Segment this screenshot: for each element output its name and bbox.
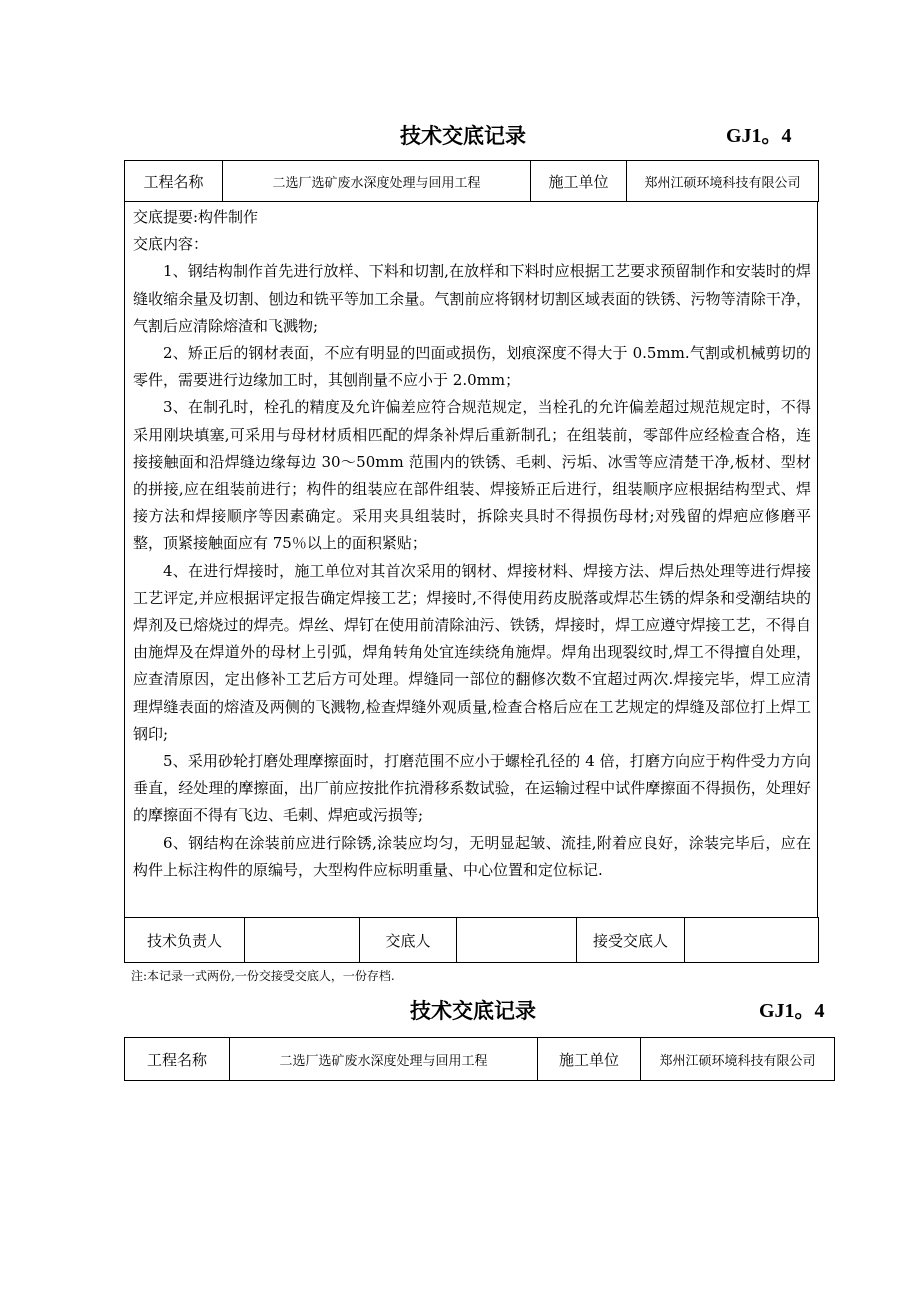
receiver-field[interactable] <box>685 918 819 963</box>
record-note: 注:本记录一式两份,一份交接受交底人，一份存档. <box>131 969 395 983</box>
record-title-2: 技术交底记录 <box>410 998 536 1023</box>
content-paragraph-5: 5、采用砂轮打磨处理摩擦面时，打磨范围不应小于螺栓孔径的 4 倍，打磨方向应于构件受力方向垂直，经处理的摩擦面，出厂前应按批作抗滑移系数试验，在运输过程中试件摩擦面不得损伤，处理好的摩擦面不得有飞边、毛刺、焊疤或污损等; <box>133 752 811 825</box>
header-table-2 <box>124 1037 835 1081</box>
record-code: GJ1。4 <box>726 125 792 147</box>
discloser-field[interactable] <box>457 918 577 963</box>
tech-lead-label: 技术负责人 <box>125 918 245 963</box>
construction-unit-label-2: 施工单位 <box>538 1038 641 1081</box>
record-title: 技术交底记录 <box>400 123 526 148</box>
signature-table <box>124 917 819 963</box>
disclosure-content <box>124 201 818 917</box>
tech-lead-field[interactable] <box>245 918 360 963</box>
construction-unit-value: 郑州江硕环境科技有限公司 <box>627 161 819 202</box>
content-paragraph-3: 3、在制孔时，栓孔的精度及允许偏差应符合规范规定，当栓孔的允许偏差超过规范规定时，不得采用刚块填塞,可采用与母材材质相匹配的焊条补焊后重新制孔；在组装前，零部件应经检查合格，连接接触面和沿焊缝边缘每边 30～50mm 范围内的铁锈、毛刺、污垢、冰雪等应清楚干净,板材、型材的拼接,应在组装前进行；构件的组装应在部件组装、焊接矫正后进行，组装顺序应根据结构型式、焊接方法和焊接顺序等因素确定。采用夹具组装时，拆除夹具时不得损伤母材;对残留的焊疤应修磨平整，顶紧接触面应有 75％以上的面积紧贴； <box>133 398 811 553</box>
project-name-label: 工程名称 <box>125 161 223 202</box>
construction-unit-value-2: 郑州江硕环境科技有限公司 <box>641 1038 835 1081</box>
record-code-2: GJ1。4 <box>759 1000 825 1022</box>
project-name-value: 二选厂选矿废水深度处理与回用工程 <box>223 161 531 202</box>
receiver-label: 接受交底人 <box>577 918 685 963</box>
content-paragraph-6: 6、钢结构在涂装前应进行除锈,涂装应均匀，无明显起皱、流挂,附着应良好，涂装完毕后，应在构件上标注构件的原编号，大型构件应标明重量、中心位置和定位标记. <box>133 833 811 879</box>
content-paragraph-4: 4、在进行焊接时，施工单位对其首次采用的钢材、焊接材料、焊接方法、焊后热处理等进行焊接工艺评定,并应根据评定报告确定焊接工艺；焊接时,不得使用药皮脱落或焊芯生锈的焊条和受潮结块的焊剂及已熔烧过的焊壳。焊丝、焊钉在使用前清除油污、铁锈，焊接时，焊工应遵守焊接工艺，不得自由施焊及在焊道外的母材上引弧，焊角转角处宜连续绕角施焊。焊角出现裂纹时,焊工不得擅自处理，应查清原因，定出修补工艺后方可处理。焊缝同一部位的翻修次数不宜超过两次.焊接完毕，焊工应清理焊缝表面的熔渣及两侧的飞溅物,检查焊缝外观质量,检查合格后应在工艺规定的焊缝及部位打上焊工钢印; <box>133 561 811 743</box>
disclosure-summary: 交底提要:构件制作 <box>133 208 259 226</box>
header-table <box>124 160 819 202</box>
project-name-value-2: 二选厂选矿废水深度处理与回用工程 <box>230 1038 538 1081</box>
content-paragraph-2: 2、矫正后的钢材表面，不应有明显的凹面或损伤，划痕深度不得大于 0.5mm.气割或机械剪切的零件，需要进行边缘加工时，其刨削量不应小于 2.0mm； <box>133 344 811 390</box>
project-name-label-2: 工程名称 <box>125 1038 230 1081</box>
discloser-label: 交底人 <box>360 918 457 963</box>
content-paragraph-1: 1、钢结构制作首先进行放样、下料和切割,在放样和下料时应根据工艺要求预留制作和安装时的焊缝收缩余量及切割、刨边和铣平等加工余量。气割前应将钢材切割区域表面的铁锈、污物等清除干净，气割后应清除熔渣和飞溅物; <box>133 262 811 335</box>
content-label: 交底内容： <box>133 235 209 254</box>
construction-unit-label: 施工单位 <box>531 161 627 202</box>
